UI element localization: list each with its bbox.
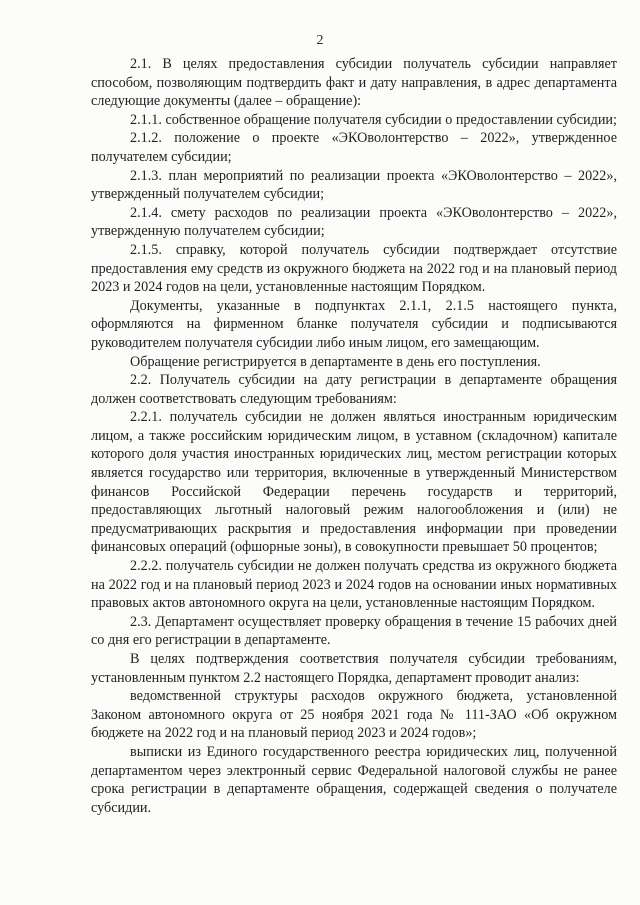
paragraph-2-2-2: 2.2.2. получатель субсидии не должен получать средства из окружного бюджета на 2022 год и на плановый период 2023 и 2024 годов на основании иных нормативных правовых актов автономного округа на цели, установленные настоящим Порядком. xyxy=(91,558,617,612)
page-number: 2 xyxy=(316,33,324,48)
paragraph-2-3: 2.3. Департамент осуществляет проверку обращения в течение 15 рабочих дней со дня его регистрации в департаменте. xyxy=(91,613,617,649)
paragraph-documents: Документы, указанные в подпунктах 2.1.1, 2.1.5 настоящего пункта, оформляются на фирменном бланке получателя субсидии и подписываются руководителем получателя субсидии либо иным лицом, его замещающим. xyxy=(91,297,617,351)
paragraph-budget-structure: ведомственной структуры расходов окружного бюджета, установленной Законом автономного округа от 25 ноября 2021 года № 111-ЗАО «Об окружном бюджете на 2022 год и на плановый период 2023 и 2024 годов»; xyxy=(91,688,617,742)
paragraph-2-1: 2.1. В целях предоставления субсидии получатель субсидии направляет способом, позволяющим подтвердить факт и дату направления, в адрес департамента следующие документы (далее – обращение): xyxy=(91,56,617,110)
paragraph-registry-extract: выписки из Единого государственного реестра юридических лиц, полученной департаментом через электронный сервис Федеральной налоговой службы не ранее срока регистрации в департаменте обращения, содержащей сведения о получателе субсидии. xyxy=(91,743,617,816)
paragraph-2-1-4: 2.1.4. смету расходов по реализации проекта «ЭКОволонтерство – 2022», утвержденную получателем субсидии; xyxy=(91,204,617,240)
paragraph-2-2: 2.2. Получатель субсидии на дату регистрации в департаменте обращения должен соответствовать следующим требованиям: xyxy=(91,372,617,407)
document-body xyxy=(91,55,617,817)
paragraph-2-1-1: 2.1.1. собственное обращение получателя субсидии о предоставлении субсидии; xyxy=(130,111,617,128)
paragraph-2-1-5: 2.1.5. справку, которой получатель субсидии подтверждает отсутствие предоставления ему средств из окружного бюджета на 2022 год и на плановый период 2023 и 2024 годов на цели, установленные настоящим Порядком. xyxy=(91,241,617,296)
paragraph-2-1-3: 2.1.3. план мероприятий по реализации проекта «ЭКОволонтерство – 2022», утвержденный получателем субсидии; xyxy=(91,167,617,203)
paragraph-2-2-1: 2.2.1. получатель субсидии не должен являться иностранным юридическим лицом, а также российским юридическим лицом, в уставном (складочном) капитале которого доля участия иностранных юридических лиц, местом регистрации которых является государство или территория, включенные в утвержденный Министерством финансов Российской Федерации перечень государств и территорий, предоставляющих льготный налоговый режим налогообложения и (или) не предусматривающих раскрытия и предоставления информации при проведении финансовых операций (офшорные зоны), в совокупности превышает 50 процентов; xyxy=(91,409,617,556)
paragraph-2-1-2: 2.1.2. положение о проекте «ЭКОволонтерство – 2022», утвержденное получателем субсидии; xyxy=(91,130,617,165)
paragraph-registration: Обращение регистрируется в департаменте в день его поступления. xyxy=(130,353,541,370)
paragraph-analysis-intro: В целях подтверждения соответствия получателя субсидии требованиям, установленным пунктом 2.2 настоящего Порядка, департамент проводит анализ: xyxy=(91,651,617,686)
